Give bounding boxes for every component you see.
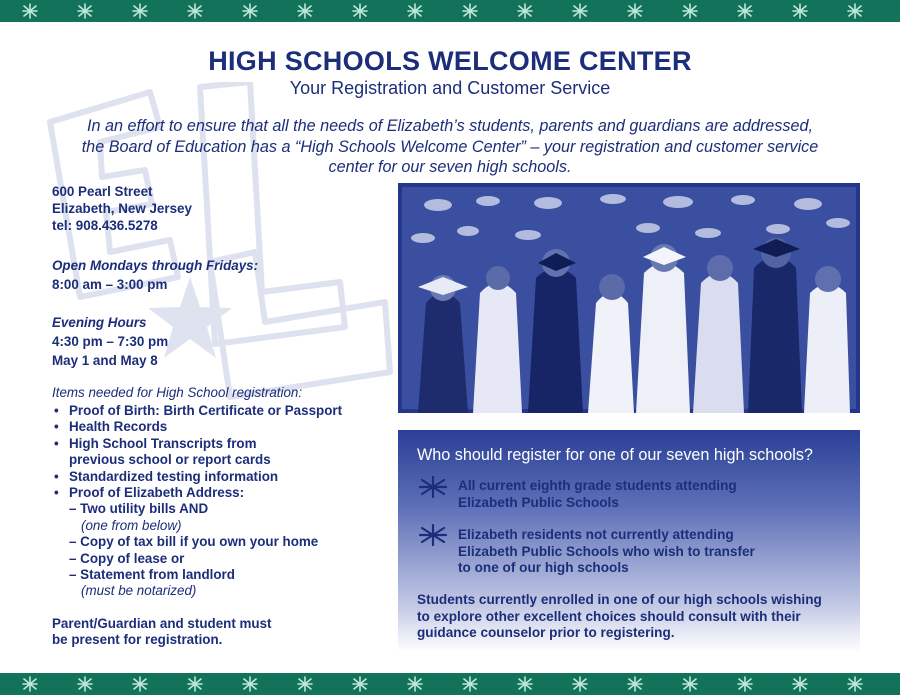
page-title: HIGH SCHOOLS WELCOME CENTER [208, 46, 692, 76]
address-option: – Two utility bills AND [69, 501, 209, 517]
star-burst-icon [737, 3, 753, 19]
star-burst-icon [407, 676, 423, 692]
closing-line: Parent/Guardian and student must [52, 615, 272, 631]
star-burst-icon [77, 676, 93, 692]
star-burst-icon [572, 676, 588, 692]
star-burst-icon [792, 3, 808, 19]
star-burst-icon [517, 3, 533, 19]
star-burst-icon [187, 3, 203, 19]
star-burst-icon [242, 676, 258, 692]
footer-line: to explore other excellent choices should consult with their [417, 608, 801, 624]
list-item: • High School Transcripts from [52, 436, 392, 452]
address-block [52, 183, 392, 234]
star-burst-icon [407, 3, 423, 19]
evening-hours-dates: May 1 and May 8 [52, 353, 158, 368]
star-burst-icon [462, 3, 478, 19]
register-criteria-item [458, 527, 838, 577]
register-heading: Who should register for one of our seven high schools? [417, 446, 813, 464]
star-burst-icon [572, 3, 588, 19]
phone-number: tel: 908.436.5278 [52, 218, 158, 233]
star-burst-icon [627, 676, 643, 692]
registration-items-heading: Items needed for High School registration: [52, 385, 303, 400]
street-address: 600 Pearl Street [52, 184, 153, 199]
star-burst-icon [418, 476, 448, 498]
registration-items-list [52, 403, 392, 600]
star-burst-icon [352, 3, 368, 19]
star-burst-icon [297, 3, 313, 19]
top-decorative-band [0, 0, 900, 22]
star-burst-icon [462, 676, 478, 692]
address-option: – Copy of lease or [69, 550, 185, 566]
criteria-line: Elizabeth Public Schools [458, 494, 619, 510]
intro-line: In an effort to ensure that all the needs of Elizabeth’s students, parents and guardians are addressed, [87, 117, 813, 135]
intro-line: the Board of Education has a “High Schools Welcome Center” – your registration and customer service [81, 137, 819, 156]
address-option: – Copy of tax bill if you own your home [69, 534, 319, 550]
star-burst-icon [737, 676, 753, 692]
intro-line: center for our seven high schools. [328, 158, 572, 176]
star-burst-icon [847, 3, 863, 19]
evening-hours-time: 4:30 pm – 7:30 pm [52, 334, 169, 349]
criteria-line: Elizabeth residents not currently attending [458, 527, 734, 542]
regular-hours-time: 8:00 am – 3:00 pm [52, 277, 168, 292]
page-subtitle: Your Registration and Customer Service [289, 78, 611, 98]
star-burst-icon [242, 3, 258, 19]
star-burst-icon [627, 3, 643, 19]
list-item: • Proof of Elizabeth Address: [52, 485, 392, 501]
star-burst-icon [682, 3, 698, 19]
address-option-note: (one from below) [81, 517, 182, 533]
register-criteria-item [458, 478, 838, 511]
star-burst-icon [187, 676, 203, 692]
star-burst-icon [22, 3, 38, 19]
list-item: • Health Records [52, 419, 392, 435]
footer-line: Students currently enrolled in one of our high schools wishing [417, 592, 822, 607]
closing-note [52, 616, 392, 649]
star-burst-icon [352, 676, 368, 692]
bottom-decorative-band [0, 673, 900, 695]
graduation-photo [398, 183, 860, 413]
star-burst-icon [77, 3, 93, 19]
list-item-continuation: previous school or report cards [69, 452, 271, 468]
register-footer-note [417, 592, 847, 642]
star-burst-icon [132, 676, 148, 692]
criteria-line: to one of our high schools [458, 560, 629, 575]
star-burst-icon [22, 676, 38, 692]
regular-hours-heading: Open Mondays through Fridays: [52, 258, 259, 273]
star-burst-icon [847, 676, 863, 692]
intro-paragraph [40, 116, 860, 178]
address-option: – Statement from landlord [69, 567, 235, 583]
star-burst-icon [418, 524, 448, 546]
footer-line: guidance counselor prior to registering. [417, 625, 675, 640]
star-burst-icon [517, 676, 533, 692]
star-burst-icon [132, 3, 148, 19]
city-state: Elizabeth, New Jersey [52, 201, 192, 216]
criteria-line: Elizabeth Public Schools who wish to transfer [458, 543, 755, 559]
list-item: • Proof of Birth: Birth Certificate or Passport [52, 403, 392, 419]
who-should-register-panel [398, 430, 860, 652]
evening-hours-heading: Evening Hours [52, 315, 147, 330]
info-column [52, 183, 392, 649]
closing-line: be present for registration. [52, 632, 223, 648]
star-burst-icon [682, 676, 698, 692]
list-item: • Standardized testing information [52, 469, 392, 485]
star-burst-icon [297, 676, 313, 692]
criteria-line: All current eighth grade students attending [458, 478, 737, 493]
address-option-note: (must be notarized) [81, 583, 197, 599]
star-burst-icon [792, 676, 808, 692]
